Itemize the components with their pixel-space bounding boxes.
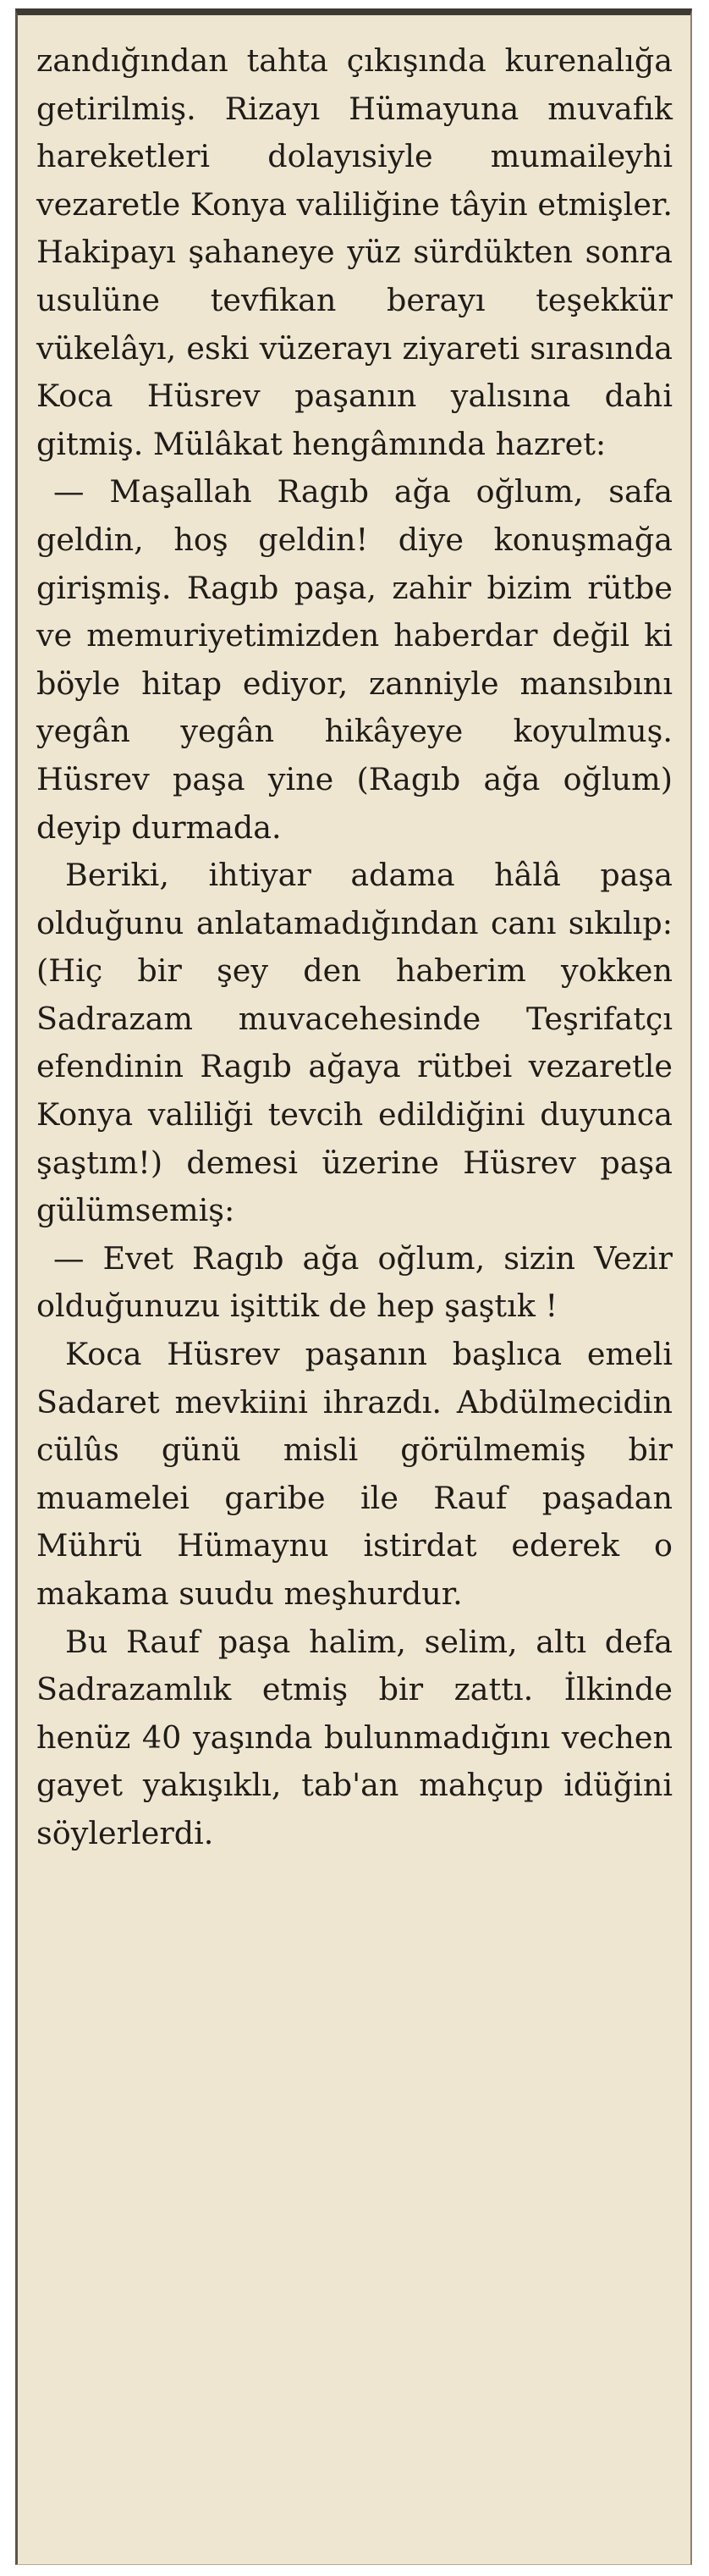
paragraph-6: Bu Rauf paşa halim, selim, altı defa Sadrazamlık etmiş bir zattı. İlkinde henüz 40 yaşında bulunmadığını vechen gayet yakışıklı, tab'an mahçup idüğini söylerlerdi. <box>36 1623 673 1851</box>
article-column <box>36 37 673 1858</box>
paragraph-4: — Evet Ragıb ağa oğlum, sizin Vezir olduğunuzu işittik de hep şaştık ! <box>36 1239 673 1325</box>
newspaper-clipping <box>15 8 692 2565</box>
paragraph-1: zandığından tahta çıkışında kurenalığa getirilmiş. Rizayı Hümayuna muvafık hareketleri dolayısiyle mumaileyhi vezaretle Konya valiliğine tâyin etmişler. Hakipayı şahaneye yüz sürdükten sonra usulüne tevfikan berayı teşekkür vükelâyı, eski vüzerayı ziyareti sırasında Koca Hüsrev paşanın yalısına dahi gitmiş. Mülâkat hengâmında hazret: <box>36 42 673 462</box>
paragraph-5: Koca Hüsrev paşanın başlıca emeli Sadaret mevkiini ihrazdı. Abdülmecidin cülûs günü misli görülmemiş bir muamelei garibe ile Rauf paşadan Mührü Hümaynu istirdat ederek o makama suudu meşhurdur. <box>36 1336 673 1612</box>
paragraph-3: Beriki, ihtiyar adama hâlâ paşa olduğunu anlatamadığından canı sıkılıp: (Hiç bir şey den haberim yokken Sadrazam muvacehesinde Teşrifatçı efendinin Ragıb ağaya rütbei vezaretle Konya valiliği tevcih edildiğini duyunca şaştım!) demesi üzerine Hüsrev paşa gülümsemiş: <box>36 857 673 1229</box>
paragraph-2: — Maşallah Ragıb ağa oğlum, safa geldin, hoş geldin! diye konuşmağa girişmiş. Ragıb paşa, zahir bizim rütbe ve memuriyetimizden haberdar değil ki böyle hitap ediyor, zanniyle mansıbını yegân yegân hikâyeye koyulmuş. Hüsrev paşa yine (Ragıb ağa oğlum) deyip durmada. <box>36 473 673 846</box>
